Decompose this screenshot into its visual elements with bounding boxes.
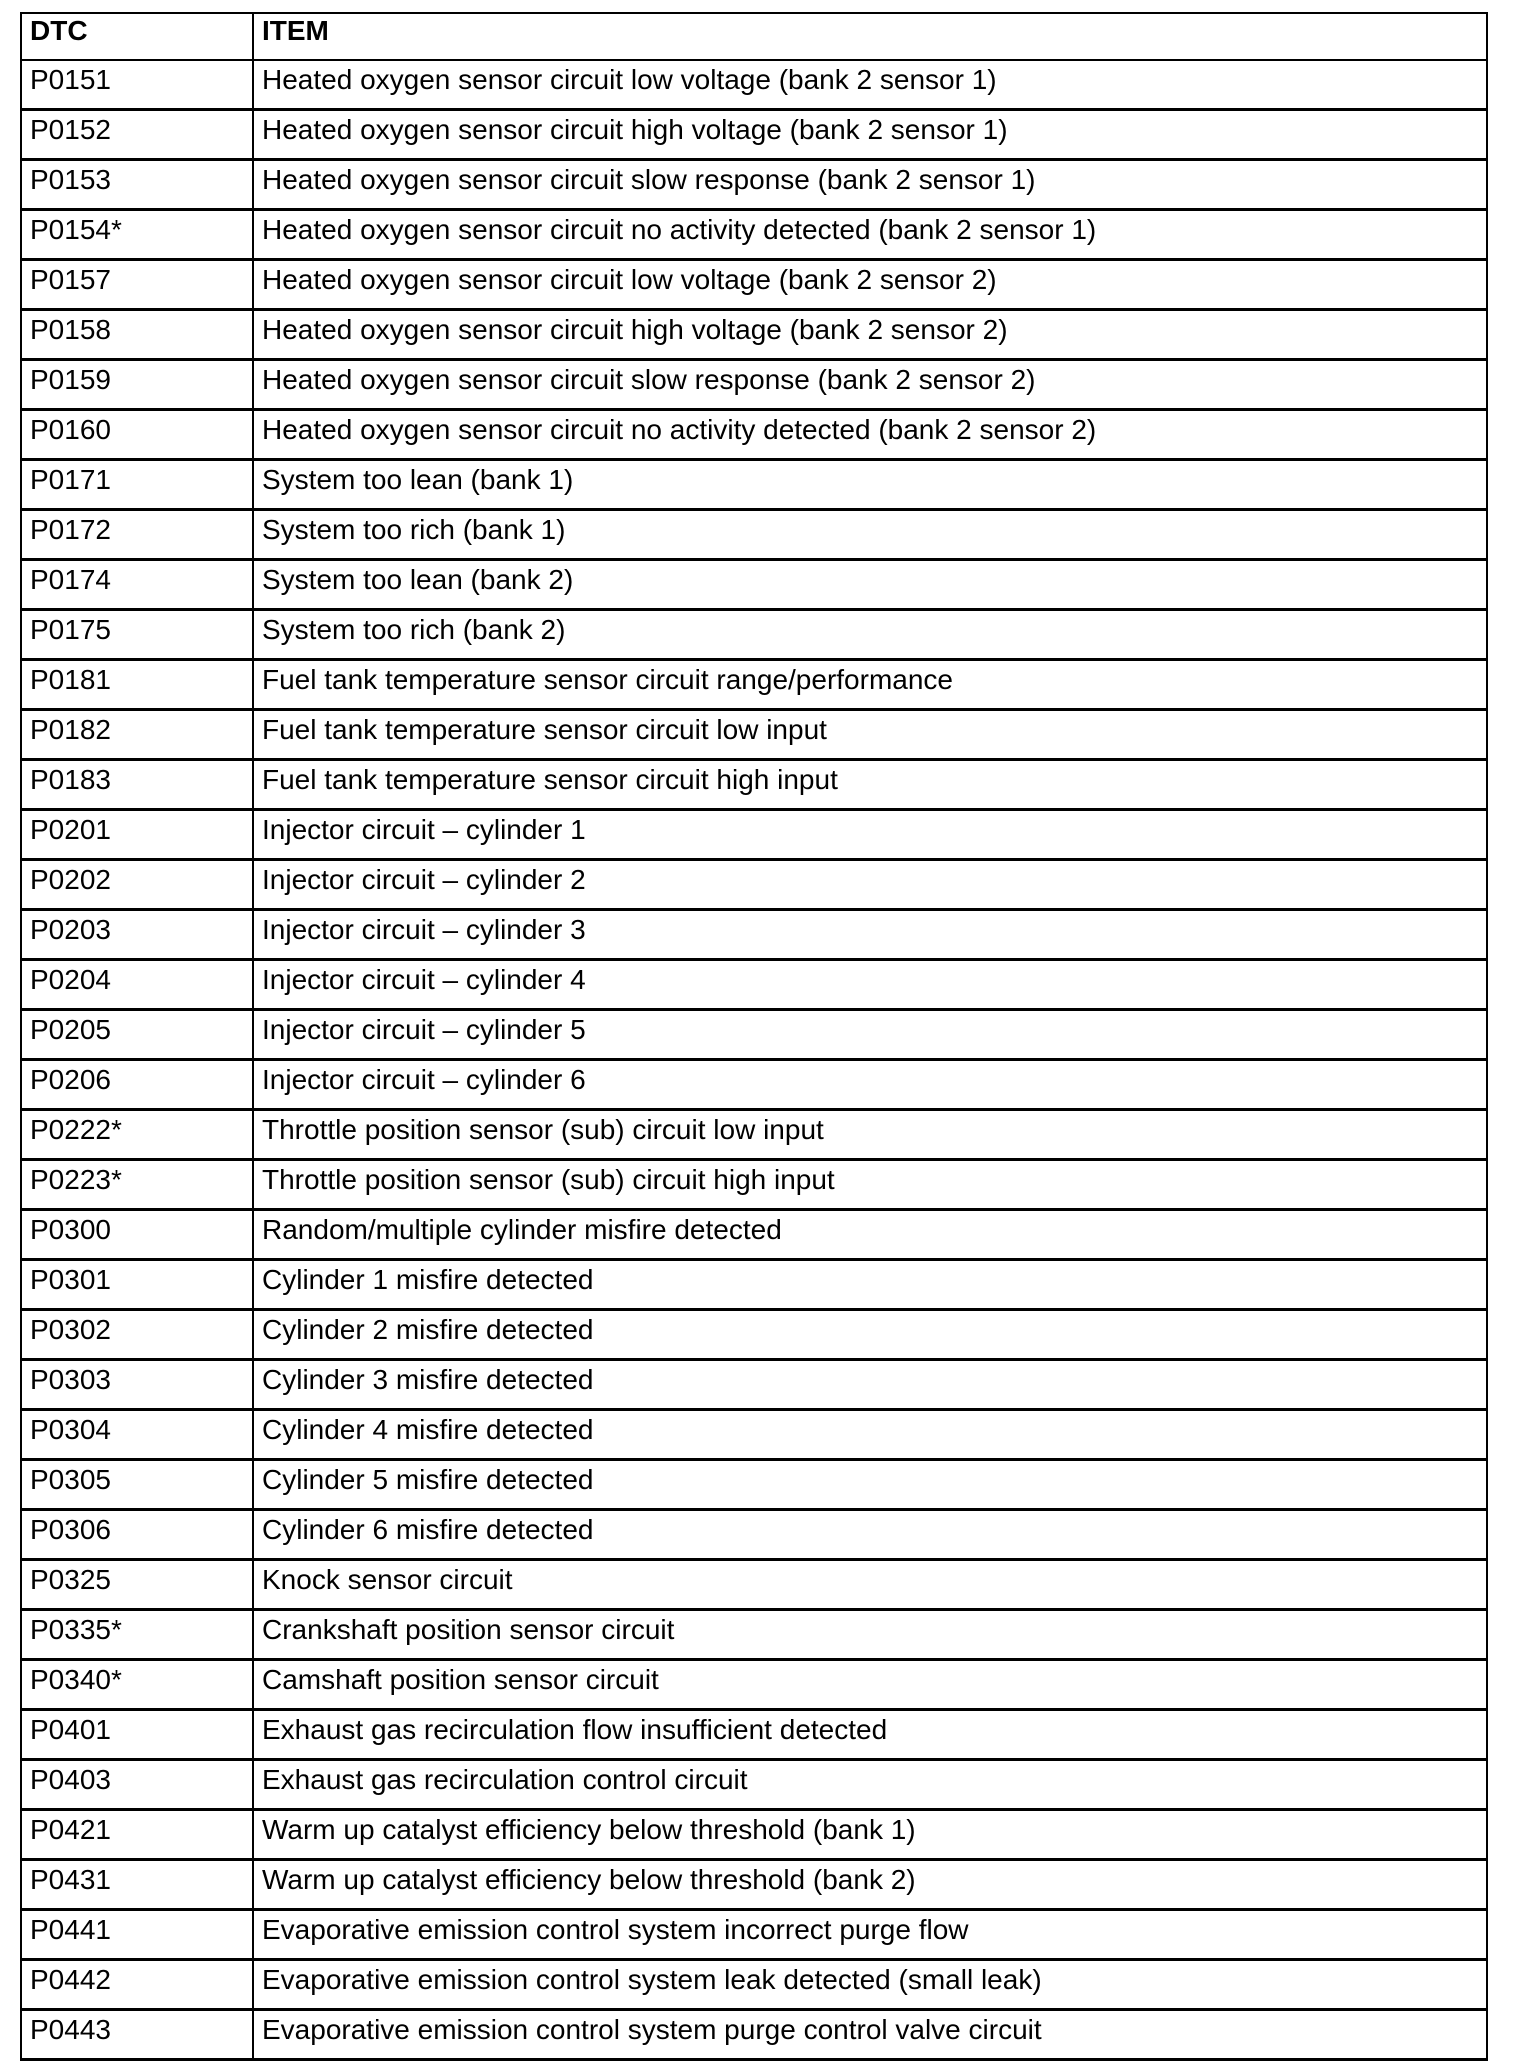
table-row xyxy=(21,910,1487,960)
dtc-item-cell: Cylinder 1 misfire detected xyxy=(253,1260,1487,1310)
table-row xyxy=(21,60,1487,110)
table-row xyxy=(21,1810,1487,1860)
dtc-code-cell: P0305 xyxy=(21,1460,253,1510)
table-header xyxy=(21,13,1487,60)
dtc-item-cell: Injector circuit – cylinder 2 xyxy=(253,860,1487,910)
dtc-code-cell: P0181 xyxy=(21,660,253,710)
dtc-code-cell: P0151 xyxy=(21,60,253,110)
dtc-code-cell: P0154* xyxy=(21,210,253,260)
table-row xyxy=(21,510,1487,560)
dtc-item-cell: Exhaust gas recirculation control circuit xyxy=(253,1760,1487,1810)
table-row xyxy=(21,960,1487,1010)
table-row xyxy=(21,1710,1487,1760)
dtc-item-cell: Heated oxygen sensor circuit high voltage (bank 2 sensor 1) xyxy=(253,110,1487,160)
table-row xyxy=(21,1410,1487,1460)
table-row xyxy=(21,460,1487,510)
dtc-item-cell: System too lean (bank 2) xyxy=(253,560,1487,610)
table-row xyxy=(21,1760,1487,1810)
dtc-item-cell: Heated oxygen sensor circuit high voltage (bank 2 sensor 2) xyxy=(253,310,1487,360)
dtc-code-cell: P0182 xyxy=(21,710,253,760)
dtc-item-cell: Cylinder 2 misfire detected xyxy=(253,1310,1487,1360)
dtc-code-cell: P0442 xyxy=(21,1960,253,2010)
table-row xyxy=(21,1560,1487,1610)
dtc-item-cell: Evaporative emission control system incorrect purge flow xyxy=(253,1910,1487,1960)
table-row xyxy=(21,210,1487,260)
dtc-code-cell: P0157 xyxy=(21,260,253,310)
dtc-item-cell: Throttle position sensor (sub) circuit low input xyxy=(253,1110,1487,1160)
dtc-item-cell: Evaporative emission control system purge control valve circuit xyxy=(253,2010,1487,2060)
dtc-item-cell: Heated oxygen sensor circuit slow response (bank 2 sensor 2) xyxy=(253,360,1487,410)
dtc-item-cell: Fuel tank temperature sensor circuit high input xyxy=(253,760,1487,810)
dtc-code-cell: P0222* xyxy=(21,1110,253,1160)
dtc-item-cell: System too lean (bank 1) xyxy=(253,460,1487,510)
dtc-item-cell: Cylinder 3 misfire detected xyxy=(253,1360,1487,1410)
table-row xyxy=(21,310,1487,360)
table-row xyxy=(21,1860,1487,1910)
dtc-item-cell: Exhaust gas recirculation flow insufficient detected xyxy=(253,1710,1487,1760)
table-row xyxy=(21,1110,1487,1160)
dtc-code-cell: P0206 xyxy=(21,1060,253,1110)
table-row xyxy=(21,1510,1487,1560)
dtc-code-cell: P0175 xyxy=(21,610,253,660)
dtc-code-cell: P0443 xyxy=(21,2010,253,2060)
table-row xyxy=(21,760,1487,810)
dtc-item-cell: Random/multiple cylinder misfire detected xyxy=(253,1210,1487,1260)
dtc-code-cell: P0172 xyxy=(21,510,253,560)
dtc-item-cell: Cylinder 5 misfire detected xyxy=(253,1460,1487,1510)
table-row xyxy=(21,1460,1487,1510)
dtc-item-cell: Heated oxygen sensor circuit no activity detected (bank 2 sensor 1) xyxy=(253,210,1487,260)
table-row xyxy=(21,1910,1487,1960)
dtc-item-cell: Cylinder 6 misfire detected xyxy=(253,1510,1487,1560)
dtc-item-cell: Knock sensor circuit xyxy=(253,1560,1487,1610)
dtc-code-cell: P0152 xyxy=(21,110,253,160)
table-row xyxy=(21,660,1487,710)
dtc-code-cell: P0335* xyxy=(21,1610,253,1660)
table-row xyxy=(21,1060,1487,1110)
dtc-code-cell: P0302 xyxy=(21,1310,253,1360)
table-body xyxy=(21,60,1487,2060)
dtc-item-cell: Cylinder 4 misfire detected xyxy=(253,1410,1487,1460)
dtc-item-cell: Injector circuit – cylinder 5 xyxy=(253,1010,1487,1060)
table-row xyxy=(21,2010,1487,2060)
dtc-code-cell: P0183 xyxy=(21,760,253,810)
dtc-item-cell: Warm up catalyst efficiency below threshold (bank 2) xyxy=(253,1860,1487,1910)
dtc-item-cell: Camshaft position sensor circuit xyxy=(253,1660,1487,1710)
header-dtc: DTC xyxy=(21,13,253,60)
dtc-item-cell: Heated oxygen sensor circuit slow response (bank 2 sensor 1) xyxy=(253,160,1487,210)
table-row xyxy=(21,360,1487,410)
dtc-code-cell: P0431 xyxy=(21,1860,253,1910)
header-item: ITEM xyxy=(253,13,1487,60)
dtc-item-cell: Heated oxygen sensor circuit no activity detected (bank 2 sensor 2) xyxy=(253,410,1487,460)
dtc-code-cell: P0301 xyxy=(21,1260,253,1310)
dtc-code-cell: P0340* xyxy=(21,1660,253,1710)
dtc-code-cell: P0153 xyxy=(21,160,253,210)
dtc-code-cell: P0174 xyxy=(21,560,253,610)
dtc-code-cell: P0401 xyxy=(21,1710,253,1760)
table-row xyxy=(21,710,1487,760)
table-row xyxy=(21,860,1487,910)
table-row xyxy=(21,160,1487,210)
table-row xyxy=(21,1310,1487,1360)
table-row xyxy=(21,260,1487,310)
dtc-table xyxy=(20,12,1488,2061)
dtc-item-cell: Evaporative emission control system leak detected (small leak) xyxy=(253,1960,1487,2010)
dtc-item-cell: Fuel tank temperature sensor circuit low input xyxy=(253,710,1487,760)
dtc-item-cell: System too rich (bank 2) xyxy=(253,610,1487,660)
dtc-code-cell: P0204 xyxy=(21,960,253,1010)
dtc-code-cell: P0306 xyxy=(21,1510,253,1560)
dtc-code-cell: P0300 xyxy=(21,1210,253,1260)
table-row xyxy=(21,1660,1487,1710)
dtc-item-cell: Throttle position sensor (sub) circuit high input xyxy=(253,1160,1487,1210)
dtc-item-cell: Injector circuit – cylinder 3 xyxy=(253,910,1487,960)
dtc-item-cell: Injector circuit – cylinder 1 xyxy=(253,810,1487,860)
table-row xyxy=(21,410,1487,460)
dtc-code-cell: P0403 xyxy=(21,1760,253,1810)
dtc-code-cell: P0171 xyxy=(21,460,253,510)
dtc-item-cell: Warm up catalyst efficiency below threshold (bank 1) xyxy=(253,1810,1487,1860)
header-row xyxy=(21,13,1487,60)
dtc-item-cell: Injector circuit – cylinder 6 xyxy=(253,1060,1487,1110)
table-row xyxy=(21,1160,1487,1210)
dtc-code-cell: P0205 xyxy=(21,1010,253,1060)
dtc-item-cell: Fuel tank temperature sensor circuit range/performance xyxy=(253,660,1487,710)
table-row xyxy=(21,1210,1487,1260)
dtc-code-cell: P0202 xyxy=(21,860,253,910)
table-row xyxy=(21,610,1487,660)
dtc-item-cell: Injector circuit – cylinder 4 xyxy=(253,960,1487,1010)
dtc-code-cell: P0158 xyxy=(21,310,253,360)
dtc-code-cell: P0325 xyxy=(21,1560,253,1610)
dtc-item-cell: Crankshaft position sensor circuit xyxy=(253,1610,1487,1660)
dtc-code-cell: P0303 xyxy=(21,1360,253,1410)
table-row xyxy=(21,560,1487,610)
dtc-code-cell: P0441 xyxy=(21,1910,253,1960)
table-row xyxy=(21,1610,1487,1660)
dtc-item-cell: System too rich (bank 1) xyxy=(253,510,1487,560)
table-row xyxy=(21,1960,1487,2010)
dtc-item-cell: Heated oxygen sensor circuit low voltage (bank 2 sensor 2) xyxy=(253,260,1487,310)
table-row xyxy=(21,1260,1487,1310)
table-row xyxy=(21,110,1487,160)
dtc-code-cell: P0201 xyxy=(21,810,253,860)
dtc-code-cell: P0304 xyxy=(21,1410,253,1460)
table-row xyxy=(21,1010,1487,1060)
dtc-code-cell: P0421 xyxy=(21,1810,253,1860)
dtc-code-cell: P0159 xyxy=(21,360,253,410)
dtc-code-cell: P0160 xyxy=(21,410,253,460)
dtc-code-cell: P0203 xyxy=(21,910,253,960)
table-row xyxy=(21,810,1487,860)
table-row xyxy=(21,1360,1487,1410)
dtc-item-cell: Heated oxygen sensor circuit low voltage (bank 2 sensor 1) xyxy=(253,60,1487,110)
dtc-code-cell: P0223* xyxy=(21,1160,253,1210)
